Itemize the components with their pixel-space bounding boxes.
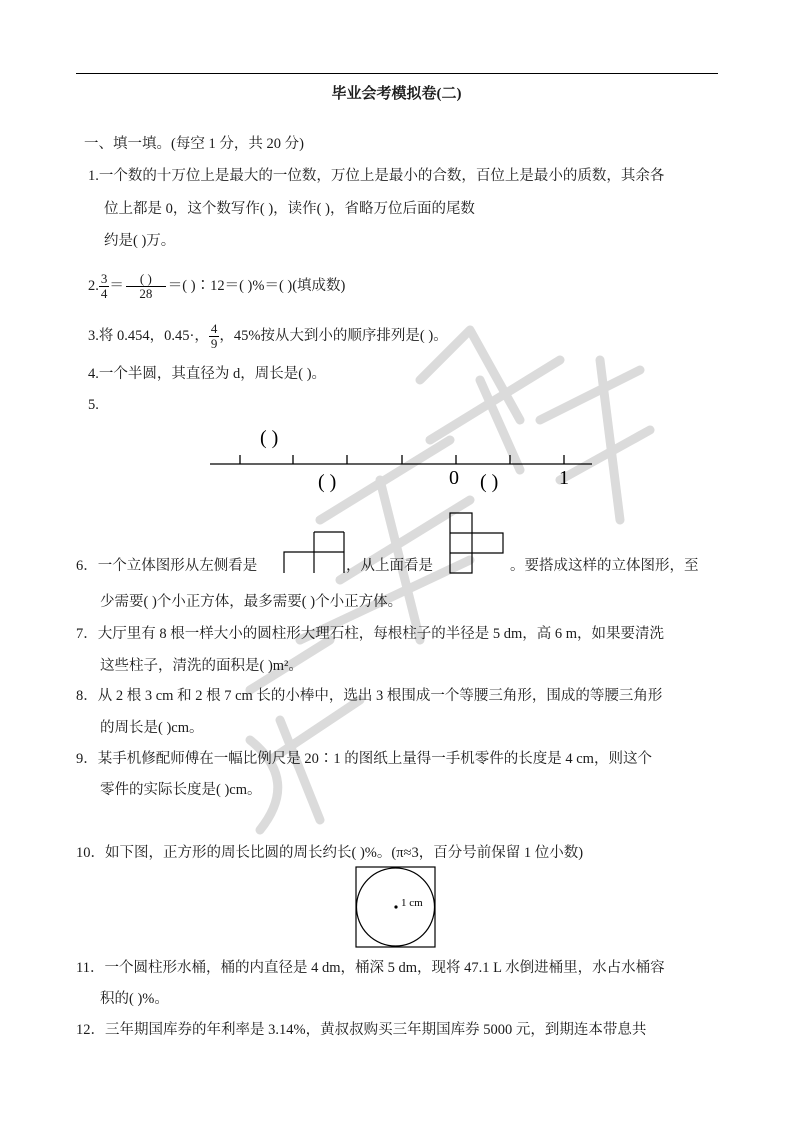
q11-line2: 积的( )%。 [100,991,169,1007]
number-line-figure [200,422,600,497]
q6-line2: 少需要( )个小正方体，最多需要( )个小正方体。 [100,594,403,610]
q2-equals: ＝ [109,278,124,294]
q2-prefix: 2. [88,278,99,294]
bottom-blank-2: ( ) [480,471,499,493]
q1-line1: 1.一个数的十万位上是最大的一位数，万位上是最小的合数，百位上是最小的质数，其余各 [88,168,665,184]
q2-fraction-2: $\frac{( )}{28}$ [126,272,166,301]
top-rule [76,73,718,74]
q5-label: 5. [88,397,99,413]
q7-line1: 7．大厅里有 8 根一样大小的圆柱形大理石柱，每根柱子的半径是 5 dm，高 6 m，如果要清洗 [76,626,665,642]
top-view-figure [447,510,509,574]
q2-line [88,268,345,304]
one-label: 1 [559,467,569,489]
q4-line: 4.一个半圆，其直径为 d，周长是( )。 [88,366,327,382]
q3-prefix: 3.将 0.454，0.45·， [88,328,209,344]
circle-center [394,905,397,908]
top-blank: ( ) [260,427,279,449]
q9-line1: 9．某手机修配师傅在一幅比例尺是 20∶1 的图纸上量得一手机零件的长度是 4 cm，则这个 [76,751,652,767]
q6-line1a: 6．一个立体图形从左侧看是 [76,558,258,574]
page-title: 毕业会考模拟卷(二) [331,86,462,102]
square-circle-figure [354,864,438,950]
q2-rest: ＝( )∶12＝( )%＝( )(填成数) [167,278,346,294]
q10-line1: 10．如下图，正方形的周长比圆的周长约长( )%。(π≈3，百分号前保留 1 位小数) [76,845,584,861]
q1-line3: 约是( )万。 [104,233,176,249]
q2-fraction-1: $\frac{3}{4}$ [100,271,108,302]
q12-line1: 12．三年期国库券的年利率是 3.14%，黄叔叔购买三年期国库券 5000 元，到期连本带息共 [76,1022,647,1038]
q3-fraction: $\frac{4}{9}$ [210,321,218,352]
left-view-figure [281,528,347,574]
zero-label: 0 [449,467,459,489]
q8-line1: 8．从 2 根 3 cm 和 2 根 7 cm 长的小棒中，选出 3 根围成一个等腰三角形，围成的等腰三角形 [76,688,663,704]
q9-line2: 零件的实际长度是( )cm。 [100,782,262,798]
q7-line2: 这些柱子，清洗的面积是( )m²。 [100,658,303,674]
q3-rest: ，45%按从大到小的顺序排列是( )。 [219,328,448,344]
q11-line1: 11．一个圆柱形水桶，桶的内直径是 4 dm，桶深 5 dm，现将 47.1 L 水倒进桶里，水占水桶容 [76,960,665,976]
section-heading: 一、填一填。(每空 1 分，共 20 分) [84,136,304,152]
q3-line [88,318,448,354]
q6-line1b: ，从上面看是 [346,558,433,574]
radius-label: 1 cm [401,897,423,909]
q8-line2: 的周长是( )cm。 [100,720,204,736]
bottom-blank-1: ( ) [318,471,337,493]
q1-line2: 位上都是 0，这个数写作( )，读作( )，省略万位后面的尾数 [104,201,475,217]
q6-line1c: 。要搭成这样的立体图形，至 [510,558,699,574]
